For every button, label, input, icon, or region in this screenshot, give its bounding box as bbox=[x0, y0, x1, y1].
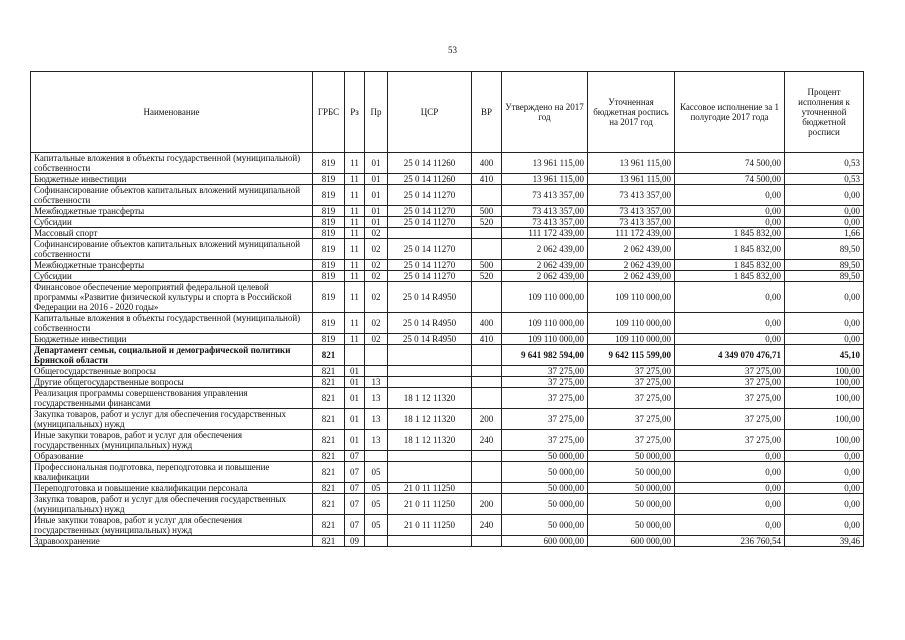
cell-name: Иные закупки товаров, работ и услуг для обеспечения государственных (муниципальных) нужд bbox=[31, 515, 313, 536]
cell-rz bbox=[345, 345, 365, 366]
cell-rz: 01 bbox=[345, 377, 365, 388]
cell-approved: 50 000,00 bbox=[502, 451, 588, 462]
cell-csr: 25 0 14 R4950 bbox=[388, 313, 472, 334]
cell-percent: 89,50 bbox=[785, 239, 864, 260]
cell-csr: 18 1 12 11320 bbox=[388, 388, 472, 409]
cell-csr: 25 0 14 R4950 bbox=[388, 334, 472, 345]
cell-approved: 37 275,00 bbox=[502, 430, 588, 451]
cell-rz: 11 bbox=[345, 153, 365, 174]
header-name: Наименование bbox=[31, 72, 313, 153]
cell-pr: 13 bbox=[365, 377, 388, 388]
cell-approved: 37 275,00 bbox=[502, 409, 588, 430]
cell-csr: 25 0 14 11260 bbox=[388, 153, 472, 174]
cell-approved: 2 062 439,00 bbox=[502, 239, 588, 260]
cell-cash: 0,00 bbox=[675, 206, 785, 217]
cell-refined: 2 062 439,00 bbox=[588, 239, 675, 260]
cell-grbs: 819 bbox=[313, 185, 345, 206]
cell-cash: 37 275,00 bbox=[675, 377, 785, 388]
cell-refined: 37 275,00 bbox=[588, 430, 675, 451]
cell-pr: 02 bbox=[365, 282, 388, 313]
cell-percent: 0,00 bbox=[785, 217, 864, 228]
cell-refined: 109 110 000,00 bbox=[588, 313, 675, 334]
cell-cash: 236 760,54 bbox=[675, 536, 785, 547]
table-row bbox=[31, 462, 864, 483]
cell-vr bbox=[472, 185, 502, 206]
cell-pr: 02 bbox=[365, 334, 388, 345]
cell-grbs: 821 bbox=[313, 515, 345, 536]
cell-cash: 37 275,00 bbox=[675, 409, 785, 430]
cell-vr: 400 bbox=[472, 153, 502, 174]
table-row bbox=[31, 451, 864, 462]
cell-refined: 50 000,00 bbox=[588, 483, 675, 494]
cell-csr bbox=[388, 345, 472, 366]
cell-cash: 74 500,00 bbox=[675, 153, 785, 174]
budget-execution-table bbox=[30, 71, 864, 547]
table-row bbox=[31, 260, 864, 271]
cell-refined: 109 110 000,00 bbox=[588, 334, 675, 345]
cell-percent: 39,46 bbox=[785, 536, 864, 547]
cell-approved: 2 062 439,00 bbox=[502, 260, 588, 271]
header-rz: Рз bbox=[345, 72, 365, 153]
cell-percent: 89,50 bbox=[785, 260, 864, 271]
cell-refined: 111 172 439,00 bbox=[588, 228, 675, 239]
cell-refined: 109 110 000,00 bbox=[588, 282, 675, 313]
table-row bbox=[31, 282, 864, 313]
cell-cash: 0,00 bbox=[675, 462, 785, 483]
cell-rz: 11 bbox=[345, 282, 365, 313]
cell-csr: 21 0 11 11250 bbox=[388, 515, 472, 536]
cell-rz: 01 bbox=[345, 366, 365, 377]
cell-name: Субсидии bbox=[31, 271, 313, 282]
cell-approved: 50 000,00 bbox=[502, 462, 588, 483]
cell-pr bbox=[365, 366, 388, 377]
cell-approved: 73 413 357,00 bbox=[502, 217, 588, 228]
cell-pr: 05 bbox=[365, 483, 388, 494]
header-refined: Уточненная бюджетная роспись на 2017 год bbox=[588, 72, 675, 153]
cell-csr: 18 1 12 11320 bbox=[388, 409, 472, 430]
header-csr: ЦСР bbox=[388, 72, 472, 153]
cell-grbs: 819 bbox=[313, 260, 345, 271]
table-row bbox=[31, 430, 864, 451]
cell-grbs: 821 bbox=[313, 377, 345, 388]
table-row bbox=[31, 366, 864, 377]
cell-percent: 100,00 bbox=[785, 388, 864, 409]
cell-percent: 100,00 bbox=[785, 409, 864, 430]
table-row bbox=[31, 494, 864, 515]
cell-name: Финансовое обеспечение мероприятий федеральной целевой программы «Развитие физической культуры и спорта в Российской Федерации на 2016 - 2020 годы» bbox=[31, 282, 313, 313]
cell-rz: 07 bbox=[345, 451, 365, 462]
table-row bbox=[31, 271, 864, 282]
cell-name: Департамент семьи, социальной и демографической политики Брянской области bbox=[31, 345, 313, 366]
cell-percent: 0,00 bbox=[785, 185, 864, 206]
cell-rz: 07 bbox=[345, 494, 365, 515]
cell-name: Переподготовка и повышение квалификации персонала bbox=[31, 483, 313, 494]
cell-grbs: 821 bbox=[313, 494, 345, 515]
cell-percent: 0,00 bbox=[785, 462, 864, 483]
cell-rz: 11 bbox=[345, 239, 365, 260]
cell-cash: 37 275,00 bbox=[675, 388, 785, 409]
table-row bbox=[31, 483, 864, 494]
cell-percent: 0,00 bbox=[785, 206, 864, 217]
cell-name: Бюджетные инвестиции bbox=[31, 334, 313, 345]
cell-vr bbox=[472, 345, 502, 366]
cell-cash: 0,00 bbox=[675, 313, 785, 334]
cell-name: Здравоохранение bbox=[31, 536, 313, 547]
cell-grbs: 819 bbox=[313, 313, 345, 334]
cell-percent: 0,53 bbox=[785, 174, 864, 185]
cell-percent: 100,00 bbox=[785, 366, 864, 377]
cell-percent: 0,00 bbox=[785, 483, 864, 494]
cell-percent: 100,00 bbox=[785, 377, 864, 388]
cell-refined: 2 062 439,00 bbox=[588, 271, 675, 282]
cell-csr: 25 0 14 11270 bbox=[388, 239, 472, 260]
cell-pr: 05 bbox=[365, 515, 388, 536]
cell-approved: 109 110 000,00 bbox=[502, 334, 588, 345]
cell-approved: 600 000,00 bbox=[502, 536, 588, 547]
cell-refined: 50 000,00 bbox=[588, 462, 675, 483]
cell-vr bbox=[472, 536, 502, 547]
header-vr: ВР bbox=[472, 72, 502, 153]
table-row bbox=[31, 206, 864, 217]
cell-csr: 25 0 14 11270 bbox=[388, 217, 472, 228]
cell-percent: 1,66 bbox=[785, 228, 864, 239]
cell-vr bbox=[472, 462, 502, 483]
cell-approved: 2 062 439,00 bbox=[502, 271, 588, 282]
cell-name: Иные закупки товаров, работ и услуг для обеспечения государственных (муниципальных) нужд bbox=[31, 430, 313, 451]
cell-rz: 11 bbox=[345, 313, 365, 334]
cell-vr bbox=[472, 366, 502, 377]
table-row bbox=[31, 174, 864, 185]
cell-vr bbox=[472, 239, 502, 260]
cell-vr bbox=[472, 228, 502, 239]
cell-refined: 600 000,00 bbox=[588, 536, 675, 547]
cell-name: Субсидии bbox=[31, 217, 313, 228]
cell-cash: 4 349 070 476,71 bbox=[675, 345, 785, 366]
cell-rz: 01 bbox=[345, 388, 365, 409]
cell-pr: 02 bbox=[365, 228, 388, 239]
table-body bbox=[31, 153, 864, 547]
cell-csr: 25 0 14 11270 bbox=[388, 260, 472, 271]
cell-vr bbox=[472, 483, 502, 494]
cell-vr: 520 bbox=[472, 271, 502, 282]
cell-rz: 11 bbox=[345, 228, 365, 239]
cell-grbs: 819 bbox=[313, 271, 345, 282]
cell-csr: 25 0 14 R4950 bbox=[388, 282, 472, 313]
cell-approved: 109 110 000,00 bbox=[502, 282, 588, 313]
cell-pr: 02 bbox=[365, 260, 388, 271]
cell-name: Капитальные вложения в объекты государственной (муниципальной) собственности bbox=[31, 153, 313, 174]
cell-vr bbox=[472, 388, 502, 409]
cell-refined: 37 275,00 bbox=[588, 388, 675, 409]
cell-name: Закупка товаров, работ и услуг для обеспечения государственных (муниципальных) нужд bbox=[31, 494, 313, 515]
cell-vr: 500 bbox=[472, 260, 502, 271]
cell-rz: 01 bbox=[345, 430, 365, 451]
cell-csr bbox=[388, 366, 472, 377]
cell-cash: 0,00 bbox=[675, 282, 785, 313]
cell-pr: 01 bbox=[365, 206, 388, 217]
cell-refined: 50 000,00 bbox=[588, 494, 675, 515]
header-grbs: ГРБС bbox=[313, 72, 345, 153]
cell-rz: 11 bbox=[345, 185, 365, 206]
cell-rz: 11 bbox=[345, 217, 365, 228]
cell-vr: 200 bbox=[472, 409, 502, 430]
cell-vr: 200 bbox=[472, 494, 502, 515]
cell-grbs: 821 bbox=[313, 409, 345, 430]
cell-pr bbox=[365, 451, 388, 462]
table-row bbox=[31, 153, 864, 174]
cell-cash: 1 845 832,00 bbox=[675, 271, 785, 282]
cell-grbs: 821 bbox=[313, 536, 345, 547]
table-row bbox=[31, 217, 864, 228]
cell-grbs: 821 bbox=[313, 430, 345, 451]
cell-name: Межбюджетные трансферты bbox=[31, 260, 313, 271]
cell-percent: 0,00 bbox=[785, 451, 864, 462]
cell-grbs: 821 bbox=[313, 451, 345, 462]
cell-refined: 50 000,00 bbox=[588, 515, 675, 536]
cell-name: Закупка товаров, работ и услуг для обеспечения государственных (муниципальных) нужд bbox=[31, 409, 313, 430]
cell-vr bbox=[472, 377, 502, 388]
cell-rz: 11 bbox=[345, 271, 365, 282]
cell-csr: 25 0 14 11270 bbox=[388, 206, 472, 217]
cell-grbs: 821 bbox=[313, 345, 345, 366]
cell-grbs: 821 bbox=[313, 388, 345, 409]
cell-cash: 1 845 832,00 bbox=[675, 228, 785, 239]
cell-name: Образование bbox=[31, 451, 313, 462]
cell-refined: 37 275,00 bbox=[588, 409, 675, 430]
cell-grbs: 821 bbox=[313, 462, 345, 483]
table-row bbox=[31, 388, 864, 409]
cell-percent: 0,00 bbox=[785, 313, 864, 334]
cell-approved: 13 961 115,00 bbox=[502, 153, 588, 174]
cell-vr bbox=[472, 451, 502, 462]
cell-name: Софинансирование объектов капитальных вложений муниципальной собственности bbox=[31, 185, 313, 206]
table-row bbox=[31, 377, 864, 388]
cell-cash: 1 845 832,00 bbox=[675, 239, 785, 260]
cell-refined: 50 000,00 bbox=[588, 451, 675, 462]
cell-csr: 25 0 14 11260 bbox=[388, 174, 472, 185]
cell-cash: 0,00 bbox=[675, 185, 785, 206]
cell-pr: 13 bbox=[365, 409, 388, 430]
cell-cash: 1 845 832,00 bbox=[675, 260, 785, 271]
cell-grbs: 819 bbox=[313, 174, 345, 185]
cell-rz: 01 bbox=[345, 409, 365, 430]
cell-cash: 0,00 bbox=[675, 483, 785, 494]
cell-name: Массовый спорт bbox=[31, 228, 313, 239]
cell-vr: 500 bbox=[472, 206, 502, 217]
cell-cash: 0,00 bbox=[675, 217, 785, 228]
cell-refined: 37 275,00 bbox=[588, 377, 675, 388]
cell-csr bbox=[388, 228, 472, 239]
header-percent: Процент исполнения к уточненной бюджетной росписи bbox=[785, 72, 864, 153]
table-row bbox=[31, 409, 864, 430]
cell-approved: 111 172 439,00 bbox=[502, 228, 588, 239]
cell-rz: 09 bbox=[345, 536, 365, 547]
cell-approved: 73 413 357,00 bbox=[502, 185, 588, 206]
cell-percent: 0,53 bbox=[785, 153, 864, 174]
cell-rz: 11 bbox=[345, 260, 365, 271]
cell-vr: 400 bbox=[472, 313, 502, 334]
cell-vr: 410 bbox=[472, 174, 502, 185]
cell-grbs: 819 bbox=[313, 153, 345, 174]
cell-percent: 89,50 bbox=[785, 271, 864, 282]
cell-csr: 18 1 12 11320 bbox=[388, 430, 472, 451]
cell-pr bbox=[365, 345, 388, 366]
header-approved: Утверждено на 2017 год bbox=[502, 72, 588, 153]
cell-approved: 50 000,00 bbox=[502, 515, 588, 536]
cell-pr: 13 bbox=[365, 388, 388, 409]
cell-refined: 2 062 439,00 bbox=[588, 260, 675, 271]
cell-approved: 13 961 115,00 bbox=[502, 174, 588, 185]
cell-pr bbox=[365, 536, 388, 547]
cell-percent: 0,00 bbox=[785, 515, 864, 536]
table-row bbox=[31, 334, 864, 345]
cell-cash: 0,00 bbox=[675, 515, 785, 536]
cell-refined: 73 413 357,00 bbox=[588, 185, 675, 206]
cell-csr: 25 0 14 11270 bbox=[388, 271, 472, 282]
cell-refined: 37 275,00 bbox=[588, 366, 675, 377]
cell-csr bbox=[388, 377, 472, 388]
cell-pr: 02 bbox=[365, 271, 388, 282]
cell-grbs: 819 bbox=[313, 239, 345, 260]
cell-cash: 0,00 bbox=[675, 334, 785, 345]
header-cash: Кассовое исполнение за 1 полугодие 2017 года bbox=[675, 72, 785, 153]
cell-name: Бюджетные инвестиции bbox=[31, 174, 313, 185]
cell-csr: 21 0 11 11250 bbox=[388, 483, 472, 494]
cell-refined: 13 961 115,00 bbox=[588, 174, 675, 185]
cell-rz: 07 bbox=[345, 483, 365, 494]
cell-approved: 37 275,00 bbox=[502, 377, 588, 388]
cell-rz: 07 bbox=[345, 462, 365, 483]
table-row bbox=[31, 313, 864, 334]
cell-vr bbox=[472, 282, 502, 313]
cell-refined: 13 961 115,00 bbox=[588, 153, 675, 174]
cell-name: Реализация программы совершенствования управления государственными финансами bbox=[31, 388, 313, 409]
cell-csr: 25 0 14 11270 bbox=[388, 185, 472, 206]
cell-pr: 02 bbox=[365, 239, 388, 260]
cell-grbs: 821 bbox=[313, 483, 345, 494]
cell-approved: 37 275,00 bbox=[502, 366, 588, 377]
cell-grbs: 819 bbox=[313, 282, 345, 313]
cell-vr: 410 bbox=[472, 334, 502, 345]
cell-name: Капитальные вложения в объекты государственной (муниципальной) собственности bbox=[31, 313, 313, 334]
cell-percent: 45,10 bbox=[785, 345, 864, 366]
cell-grbs: 819 bbox=[313, 228, 345, 239]
cell-grbs: 819 bbox=[313, 206, 345, 217]
cell-percent: 0,00 bbox=[785, 494, 864, 515]
cell-csr: 21 0 11 11250 bbox=[388, 494, 472, 515]
cell-approved: 9 641 982 594,00 bbox=[502, 345, 588, 366]
page-number: 53 bbox=[448, 45, 457, 55]
cell-rz: 11 bbox=[345, 174, 365, 185]
header-pr: Пр bbox=[365, 72, 388, 153]
table-row bbox=[31, 239, 864, 260]
cell-approved: 73 413 357,00 bbox=[502, 206, 588, 217]
cell-cash: 0,00 bbox=[675, 494, 785, 515]
table-row bbox=[31, 536, 864, 547]
cell-pr: 02 bbox=[365, 313, 388, 334]
cell-pr: 05 bbox=[365, 462, 388, 483]
cell-vr: 240 bbox=[472, 430, 502, 451]
table-header-row bbox=[31, 72, 864, 153]
cell-refined: 73 413 357,00 bbox=[588, 217, 675, 228]
cell-rz: 11 bbox=[345, 334, 365, 345]
cell-vr: 240 bbox=[472, 515, 502, 536]
table-row bbox=[31, 345, 864, 366]
cell-rz: 11 bbox=[345, 206, 365, 217]
cell-approved: 37 275,00 bbox=[502, 388, 588, 409]
cell-csr bbox=[388, 462, 472, 483]
cell-percent: 100,00 bbox=[785, 430, 864, 451]
cell-approved: 50 000,00 bbox=[502, 483, 588, 494]
cell-pr: 01 bbox=[365, 174, 388, 185]
cell-cash: 0,00 bbox=[675, 451, 785, 462]
cell-vr: 520 bbox=[472, 217, 502, 228]
cell-name: Общегосударственные вопросы bbox=[31, 366, 313, 377]
cell-percent: 0,00 bbox=[785, 334, 864, 345]
cell-pr: 13 bbox=[365, 430, 388, 451]
cell-percent: 0,00 bbox=[785, 282, 864, 313]
table-row bbox=[31, 185, 864, 206]
cell-refined: 9 642 115 599,00 bbox=[588, 345, 675, 366]
cell-pr: 05 bbox=[365, 494, 388, 515]
cell-name: Профессиональная подготовка, переподготовка и повышение квалификации bbox=[31, 462, 313, 483]
cell-refined: 73 413 357,00 bbox=[588, 206, 675, 217]
table-row bbox=[31, 515, 864, 536]
cell-pr: 01 bbox=[365, 217, 388, 228]
cell-cash: 74 500,00 bbox=[675, 174, 785, 185]
cell-approved: 50 000,00 bbox=[502, 494, 588, 515]
cell-csr bbox=[388, 451, 472, 462]
cell-pr: 01 bbox=[365, 153, 388, 174]
cell-cash: 37 275,00 bbox=[675, 366, 785, 377]
cell-name: Межбюджетные трансферты bbox=[31, 206, 313, 217]
table-row bbox=[31, 228, 864, 239]
cell-name: Другие общегосударственные вопросы bbox=[31, 377, 313, 388]
cell-grbs: 819 bbox=[313, 217, 345, 228]
cell-grbs: 821 bbox=[313, 366, 345, 377]
cell-csr bbox=[388, 536, 472, 547]
cell-pr: 01 bbox=[365, 185, 388, 206]
cell-grbs: 819 bbox=[313, 334, 345, 345]
cell-approved: 109 110 000,00 bbox=[502, 313, 588, 334]
cell-rz: 07 bbox=[345, 515, 365, 536]
cell-name: Софинансирование объектов капитальных вложений муниципальной собственности bbox=[31, 239, 313, 260]
cell-cash: 37 275,00 bbox=[675, 430, 785, 451]
